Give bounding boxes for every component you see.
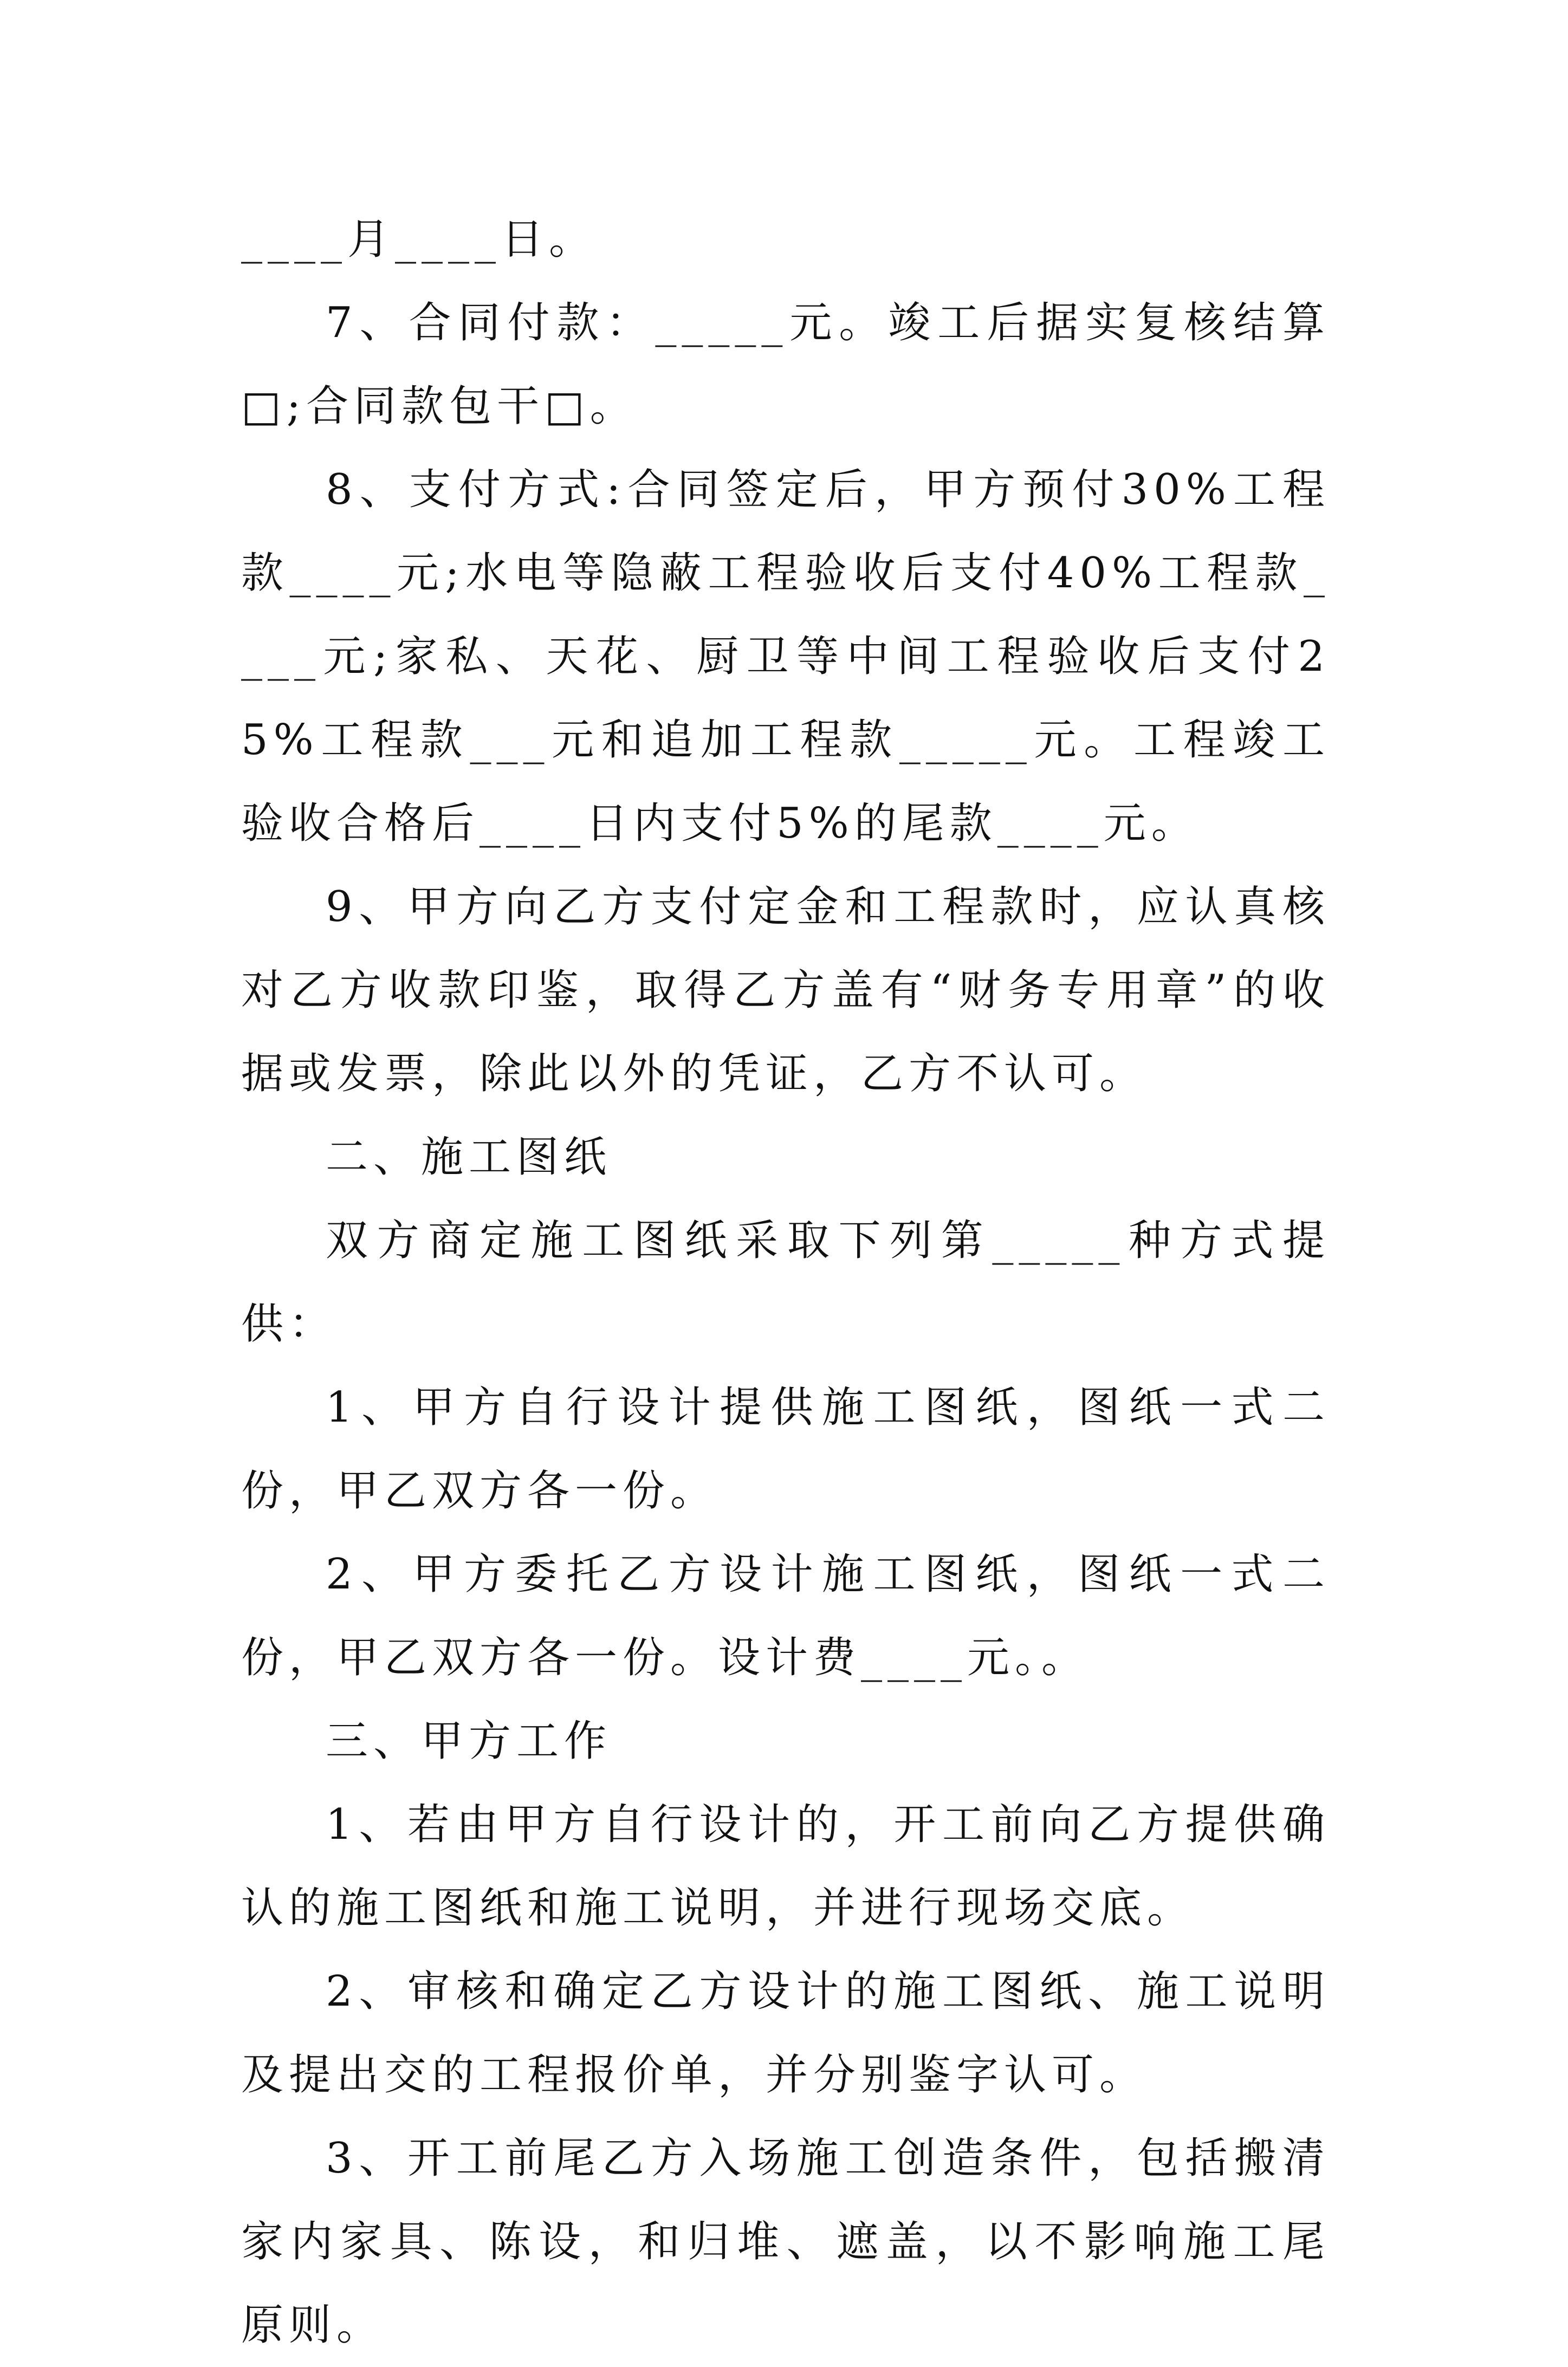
section-heading-drawings: 二、施工图纸 xyxy=(326,1133,612,1182)
paragraph-drawing-option-2: 2、甲方委托乙方设计施工图纸，图纸一式二份，甲乙双方各一份。设计费____元。。 xyxy=(241,1550,1330,1682)
paragraph-party-a-item-3: 3、开工前尾乙方入场施工创造条件，包括搬清家内家具、陈设，和归堆、遮盖，以不影响施工尾原则。 xyxy=(241,2134,1330,2350)
paragraph-date-line: ____月____日。 xyxy=(241,215,597,264)
paragraph-party-a-item-1: 1、若由甲方自行设计的，开工前向乙方提供确认的施工图纸和施工说明，并进行现场交底。 xyxy=(241,1800,1330,1932)
paragraph-payment-method: 8、支付方式:合同签定后，甲方预付30%工程款____元;水电等隐蔽工程验收后支付40%工程款____元;家私、天花、厨卫等中间工程验收后支付25%工程款___元和追加工程款_____元。工程竣工验收合格后____日内支付5%的尾款____元。 xyxy=(241,465,1330,848)
section-heading-party-a-work: 三、甲方工作 xyxy=(326,1717,612,1766)
paragraph-party-a-item-2: 2、审核和确定乙方设计的施工图纸、施工说明及提出交的工程报价单，并分别鉴字认可。 xyxy=(241,1967,1330,2099)
paragraph-drawing-option-1: 1、甲方自行设计提供施工图纸，图纸一式二份，甲乙双方各一份。 xyxy=(241,1383,1330,1515)
paragraph-payment-verification: 9、甲方向乙方支付定金和工程款时，应认真核对乙方收款印鉴，取得乙方盖有“财务专用章”的收据或发票，除此以外的凭证，乙方不认可。 xyxy=(241,883,1330,1098)
paragraph-drawing-method: 双方商定施工图纸采取下列第_____种方式提供： xyxy=(241,1216,1330,1348)
paragraph-contract-payment: 7、合同付款：_____元。竣工后据实复核结算□;合同款包干□。 xyxy=(241,299,1330,431)
contract-body xyxy=(241,198,1330,2367)
